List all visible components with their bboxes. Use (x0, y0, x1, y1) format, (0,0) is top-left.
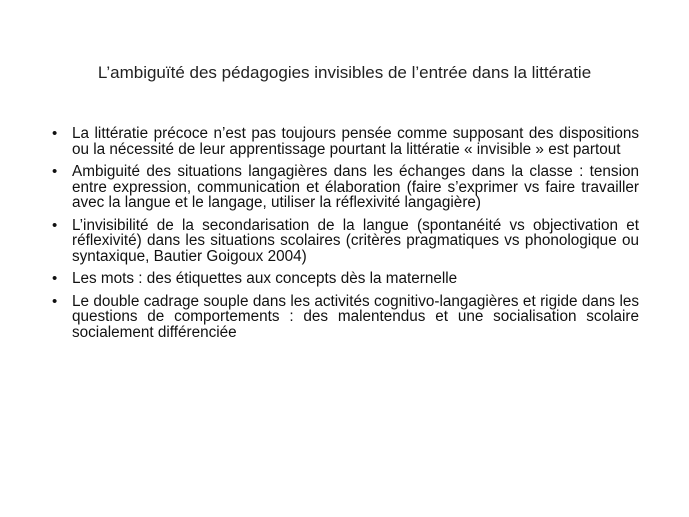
bullet-text: L’invisibilité de la secondarisation de la langue (spontanéité vs objectivation et réflexivité) dans les situations scolaires (critères pragmatiques vs phonologique ou syntaxique, Bautier Goigoux 2004) (72, 216, 639, 265)
bullet-text: Ambiguité des situations langagières dans les échanges dans la classe : tension entre expression, communication et élaboration (faire s’exprimer vs faire travailler avec la langue et le langage, utiliser la réflexivité langagière) (72, 163, 639, 211)
bullet-item (52, 164, 639, 211)
bullet-item (52, 271, 639, 287)
bullet-icon: • (52, 125, 58, 142)
bullet-text: Les mots : des étiquettes aux concepts dès la maternelle (72, 270, 458, 287)
bullet-icon: • (52, 292, 58, 310)
bullet-list (52, 126, 639, 347)
bullet-item (52, 294, 639, 341)
slide-title: L’ambiguïté des pédagogies invisibles de l’entrée dans la littératie (97, 63, 592, 82)
bullet-icon: • (52, 216, 58, 234)
bullet-item (52, 218, 639, 265)
bullet-text: La littératie précoce n’est pas toujours pensée comme supposant des dispositions ou la nécessité de leur apprentissage pourtant la littératie « invisible » est partout (72, 125, 639, 158)
bullet-icon: • (52, 270, 58, 287)
bullet-text: Le double cadrage souple dans les activités cognitivo-langagières et rigide dans les questions de comportements : des malentendus et une socialisation scolaire socialement différenciée (72, 292, 639, 341)
bullet-icon: • (52, 163, 58, 180)
bullet-item (52, 126, 639, 157)
